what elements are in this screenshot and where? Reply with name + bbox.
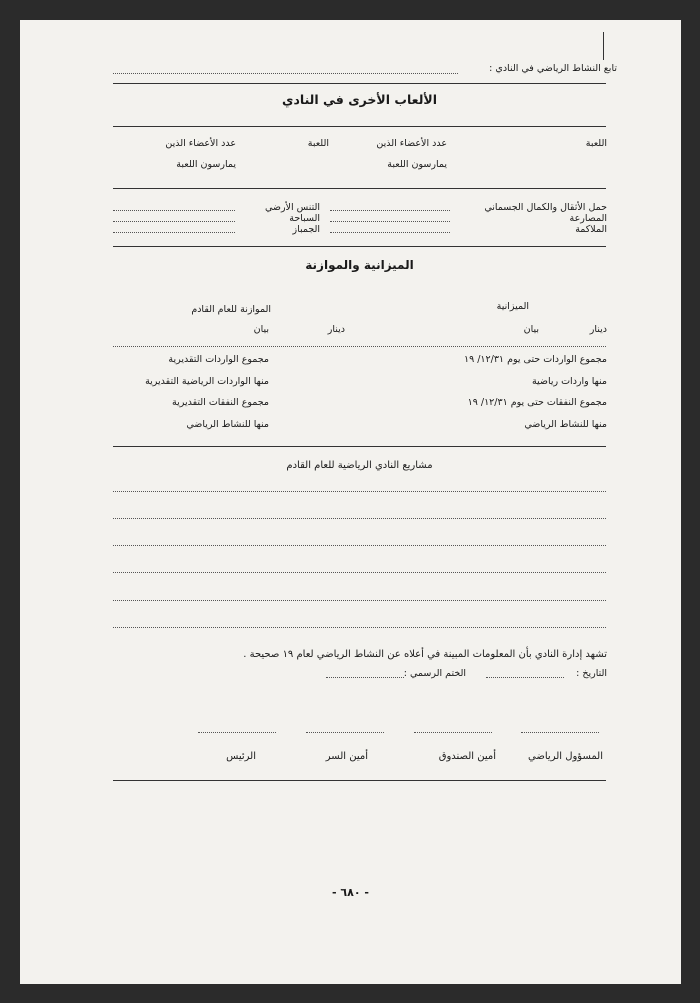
signature-secretary: أمين السر [325, 751, 368, 762]
sport-weightlifting: حمل الأثقال والكمال الجسماني [484, 202, 607, 213]
signature-line [414, 732, 492, 733]
sport-tennis: التنس الأرضي [264, 202, 320, 213]
budget-label: الميزانية [496, 301, 529, 312]
fill-line [330, 232, 450, 233]
signature-line [198, 732, 276, 733]
forecast-row: مجموع الواردات التقديرية [168, 354, 269, 365]
next-year-budget-label: الموازنة للعام القادم [191, 304, 271, 315]
budget-row: مجموع الواردات حتى يوم ١٢/٣١/ ١٩ [463, 354, 607, 365]
section-title-budget: الميزانية والموازنة [305, 258, 414, 272]
projects-line [113, 491, 606, 492]
seal-label: الختم الرسمي : [403, 668, 466, 679]
date-fill-line [486, 677, 564, 678]
budget-row: منها للنشاط الرياضي [524, 419, 607, 430]
seal-fill-line [326, 677, 404, 678]
continuation-label: تابع النشاط الرياضي في النادي : [489, 63, 617, 74]
header-game: اللعبة [307, 138, 329, 149]
divider [113, 126, 606, 127]
signature-president: الرئيس [226, 751, 256, 762]
signature-line [306, 732, 384, 733]
forecast-row: منها للنشاط الرياضي [186, 419, 269, 430]
budget-row: مجموع النفقات حتى يوم ١٢/٣١/ ١٩ [467, 397, 607, 408]
header-members-line2: يمارسون اللعبة [387, 159, 447, 170]
document-page [20, 20, 681, 984]
sport-wrestling: المصارعة [569, 213, 607, 224]
projects-line [113, 545, 606, 546]
forecast-row: منها الواردات الرياضية التقديرية [145, 376, 269, 387]
header-game: اللعبة [585, 138, 607, 149]
sport-boxing: الملاكمة [575, 224, 607, 235]
certification-text: تشهد إدارة النادي بأن المعلومات المبينة في أعلاه عن النشاط الرياضي لعام ١٩ صحيحة . [243, 649, 607, 660]
date-label: التاريخ : [576, 668, 607, 679]
projects-line [113, 627, 606, 628]
col-dinar: دينار [589, 324, 607, 335]
divider [113, 188, 606, 189]
fill-line [113, 232, 235, 233]
sport-gymnastics: الجمباز [292, 224, 320, 235]
projects-line [113, 572, 606, 573]
fill-line [330, 210, 450, 211]
fill-line [113, 346, 606, 347]
divider [113, 780, 606, 781]
projects-line [113, 518, 606, 519]
col-statement: بيان [523, 324, 539, 335]
binding-mark [603, 32, 604, 60]
fill-line [113, 210, 235, 211]
projects-title: مشاريع النادي الرياضية للعام القادم [286, 460, 433, 471]
section-title-other-games: الألعاب الأخرى في النادي [282, 92, 437, 107]
col-dinar: دينار [327, 324, 345, 335]
header-members-line2: يمارسون اللعبة [176, 159, 236, 170]
signature-line [521, 732, 599, 733]
signature-treasurer: أمين الصندوق [438, 751, 496, 762]
signature-sports-officer: المسؤول الرياضي [528, 751, 603, 762]
divider [113, 446, 606, 447]
header-members-line1: عدد الأعضاء الذين [165, 138, 236, 149]
fill-line [330, 221, 450, 222]
continuation-fill-line [113, 73, 458, 74]
forecast-row: مجموع النفقات التقديرية [172, 397, 269, 408]
col-statement: بيان [253, 324, 269, 335]
divider [113, 83, 606, 84]
page-number: - ٦٨٠ - [332, 886, 369, 899]
header-members-line1: عدد الأعضاء الذين [376, 138, 447, 149]
fill-line [113, 221, 235, 222]
sport-swimming: السباحة [289, 213, 320, 224]
budget-row: منها واردات رياضية [531, 376, 607, 387]
projects-line [113, 600, 606, 601]
divider [113, 246, 606, 247]
